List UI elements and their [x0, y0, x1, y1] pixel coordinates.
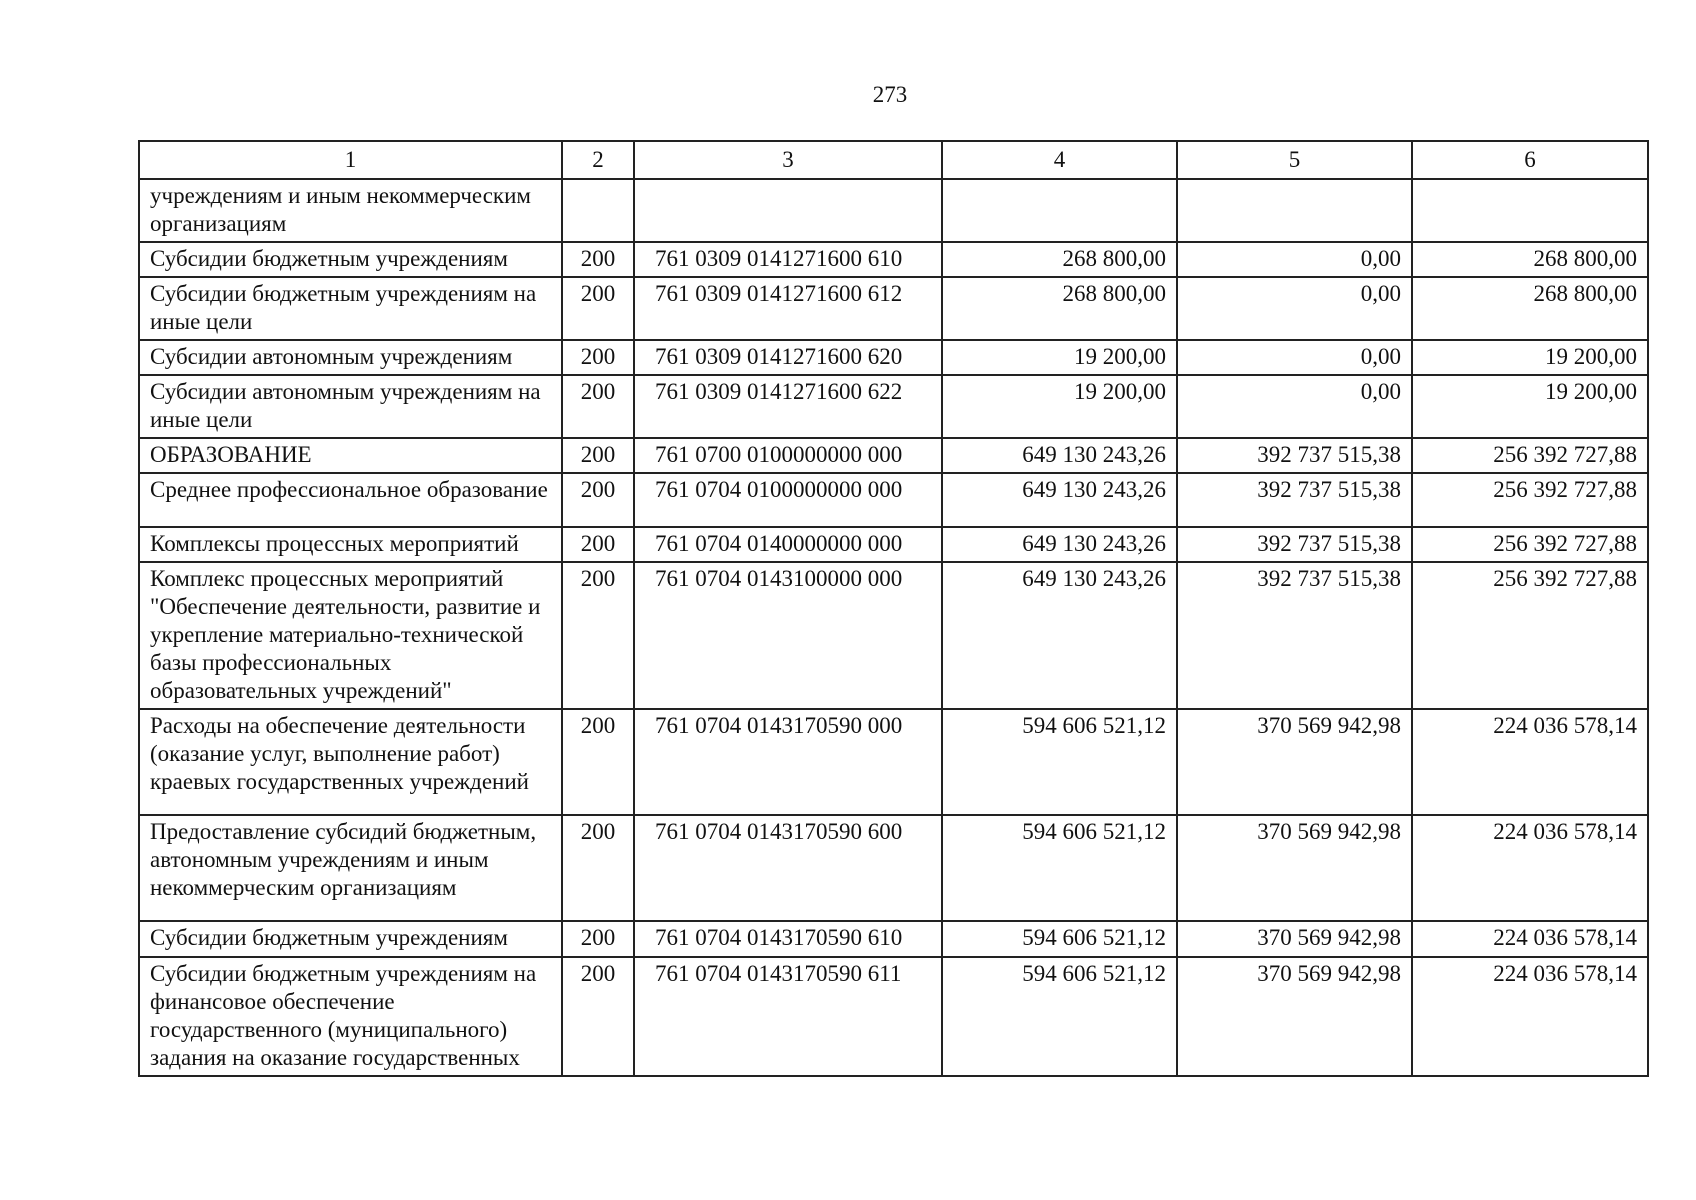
- column-header: 3: [634, 141, 942, 179]
- row-value-col6: 224 036 578,14: [1412, 957, 1648, 1076]
- row-value-col6: 19 200,00: [1412, 375, 1648, 438]
- row-value-col5: 370 569 942,98: [1177, 957, 1412, 1076]
- row-value-col6: 19 200,00: [1412, 340, 1648, 375]
- row-code: 200: [562, 527, 634, 562]
- row-value-col4: 268 800,00: [942, 277, 1177, 340]
- column-number-header-row: [139, 141, 1648, 179]
- row-description: Субсидии бюджетным учреждениям на иные цели: [139, 277, 562, 340]
- row-code: 200: [562, 815, 634, 921]
- row-kbk-code: 761 0704 0100000000 000: [634, 473, 942, 527]
- row-value-col4: 649 130 243,26: [942, 438, 1177, 473]
- row-value-col6: 268 800,00: [1412, 277, 1648, 340]
- row-value-col4: 649 130 243,26: [942, 562, 1177, 709]
- row-value-col6: 224 036 578,14: [1412, 921, 1648, 957]
- row-code: 200: [562, 277, 634, 340]
- row-code: 200: [562, 957, 634, 1076]
- table-row: [139, 179, 1648, 242]
- row-kbk-code: 761 0704 0143170590 610: [634, 921, 942, 957]
- row-value-col6: 256 392 727,88: [1412, 562, 1648, 709]
- column-header: 4: [942, 141, 1177, 179]
- row-value-col6: 256 392 727,88: [1412, 473, 1648, 527]
- row-kbk-code: 761 0309 0141271600 620: [634, 340, 942, 375]
- row-value-col5: 370 569 942,98: [1177, 709, 1412, 815]
- row-value-col5: 392 737 515,38: [1177, 527, 1412, 562]
- row-code: 200: [562, 375, 634, 438]
- row-description: Расходы на обеспечение деятельности (оказание услуг, выполнение работ) краевых государственных учреждений: [139, 709, 562, 815]
- row-value-col4: 594 606 521,12: [942, 957, 1177, 1076]
- row-code: 200: [562, 709, 634, 815]
- row-value-col5: 392 737 515,38: [1177, 473, 1412, 527]
- row-description: учреждениям и иным некоммерческим организациям: [139, 179, 562, 242]
- row-kbk-code: 761 0309 0141271600 612: [634, 277, 942, 340]
- row-value-col4: [942, 179, 1177, 242]
- table-row: [139, 473, 1648, 527]
- row-code: 200: [562, 340, 634, 375]
- row-code: 200: [562, 921, 634, 957]
- row-kbk-code: [634, 179, 942, 242]
- row-value-col5: [1177, 179, 1412, 242]
- row-value-col5: 392 737 515,38: [1177, 562, 1412, 709]
- row-value-col4: 19 200,00: [942, 340, 1177, 375]
- page-number: 273: [872, 82, 908, 107]
- table-row: [139, 277, 1648, 340]
- row-value-col5: 0,00: [1177, 375, 1412, 438]
- row-value-col4: 19 200,00: [942, 375, 1177, 438]
- table-row: [139, 438, 1648, 473]
- row-kbk-code: 761 0704 0143170590 600: [634, 815, 942, 921]
- row-code: 200: [562, 438, 634, 473]
- table-row: [139, 957, 1648, 1076]
- row-value-col5: 0,00: [1177, 340, 1412, 375]
- row-value-col4: 594 606 521,12: [942, 921, 1177, 957]
- row-value-col6: 256 392 727,88: [1412, 527, 1648, 562]
- row-value-col6: 256 392 727,88: [1412, 438, 1648, 473]
- row-description: Предоставление субсидий бюджетным, автономным учреждениям и иным некоммерческим организациям: [139, 815, 562, 921]
- table-row: [139, 815, 1648, 921]
- row-description: Комплекс процессных мероприятий "Обеспечение деятельности, развитие и укрепление материально-технической базы профессиональных образовательных учреждений": [139, 562, 562, 709]
- row-code: 200: [562, 242, 634, 277]
- table-row: [139, 375, 1648, 438]
- table-row: [139, 562, 1648, 709]
- row-value-col4: 268 800,00: [942, 242, 1177, 277]
- row-kbk-code: 761 0700 0100000000 000: [634, 438, 942, 473]
- table-row: [139, 709, 1648, 815]
- row-value-col4: 649 130 243,26: [942, 527, 1177, 562]
- table-row: [139, 242, 1648, 277]
- row-description: Субсидии автономным учреждениям на иные цели: [139, 375, 562, 438]
- row-description: Субсидии автономным учреждениям: [139, 340, 562, 375]
- row-kbk-code: 761 0704 0143170590 611: [634, 957, 942, 1076]
- column-header: 5: [1177, 141, 1412, 179]
- row-description: Субсидии бюджетным учреждениям: [139, 921, 562, 957]
- row-kbk-code: 761 0704 0143100000 000: [634, 562, 942, 709]
- row-kbk-code: 761 0704 0140000000 000: [634, 527, 942, 562]
- row-description: Комплексы процессных мероприятий: [139, 527, 562, 562]
- column-header: 6: [1412, 141, 1648, 179]
- row-value-col5: 0,00: [1177, 242, 1412, 277]
- row-value-col6: 224 036 578,14: [1412, 815, 1648, 921]
- row-description: Субсидии бюджетным учреждениям на финансовое обеспечение государственного (муниципального) задания на оказание государственных: [139, 957, 562, 1076]
- row-value-col6: 268 800,00: [1412, 242, 1648, 277]
- row-kbk-code: 761 0309 0141271600 622: [634, 375, 942, 438]
- row-value-col5: 370 569 942,98: [1177, 815, 1412, 921]
- row-value-col4: 594 606 521,12: [942, 815, 1177, 921]
- table-row: [139, 340, 1648, 375]
- row-description: Среднее профессиональное образование: [139, 473, 562, 527]
- row-description: ОБРАЗОВАНИЕ: [139, 438, 562, 473]
- column-header: 1: [139, 141, 562, 179]
- row-value-col5: 0,00: [1177, 277, 1412, 340]
- row-kbk-code: 761 0309 0141271600 610: [634, 242, 942, 277]
- row-value-col4: 594 606 521,12: [942, 709, 1177, 815]
- budget-table: [138, 140, 1649, 1077]
- row-code: [562, 179, 634, 242]
- row-value-col5: 392 737 515,38: [1177, 438, 1412, 473]
- row-kbk-code: 761 0704 0143170590 000: [634, 709, 942, 815]
- table-row: [139, 921, 1648, 957]
- column-header: 2: [562, 141, 634, 179]
- row-value-col6: 224 036 578,14: [1412, 709, 1648, 815]
- table-row: [139, 527, 1648, 562]
- row-value-col4: 649 130 243,26: [942, 473, 1177, 527]
- row-code: 200: [562, 473, 634, 527]
- row-code: 200: [562, 562, 634, 709]
- row-description: Субсидии бюджетным учреждениям: [139, 242, 562, 277]
- row-value-col6: [1412, 179, 1648, 242]
- row-value-col5: 370 569 942,98: [1177, 921, 1412, 957]
